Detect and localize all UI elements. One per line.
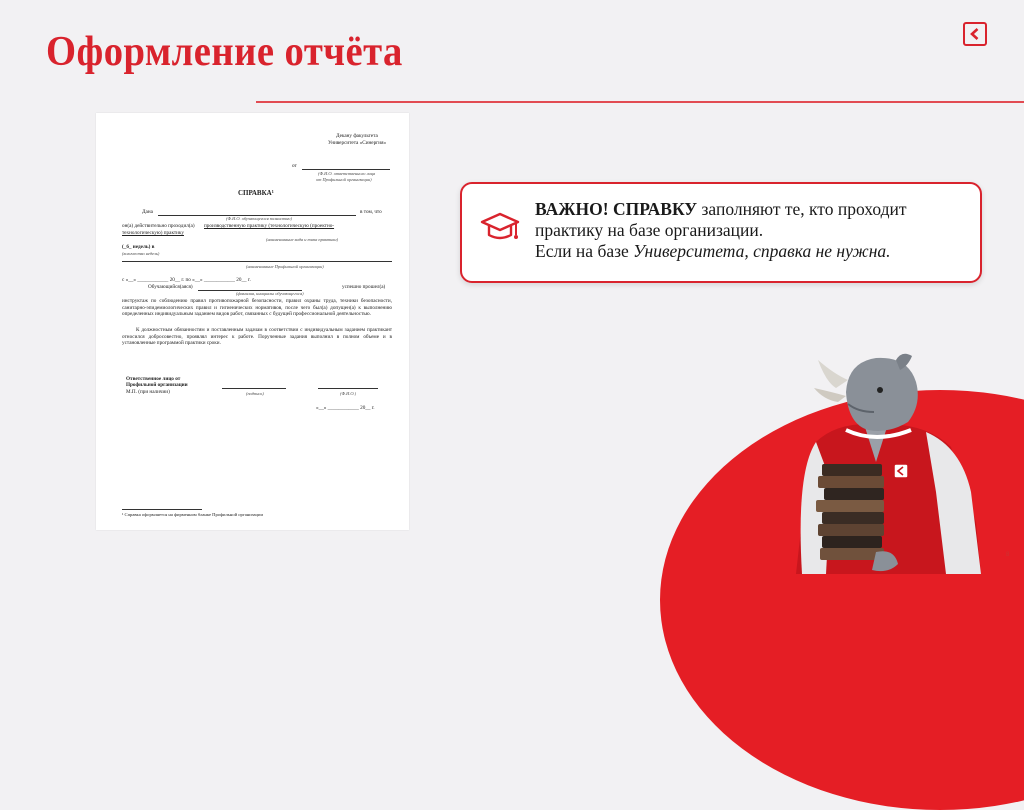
doc-student-line: Обучающийся(аяся) <box>148 284 193 290</box>
doc-weeks-hint: (количество недель) <box>122 251 160 256</box>
doc-line1-underlined: производственную практику (технологическую (проектно- <box>204 223 335 229</box>
notice-bold: ВАЖНО! СПРАВКУ <box>535 199 698 219</box>
page-title: Оформление отчёта <box>46 29 403 75</box>
doc-student-hint: (Ф.И.О. обучающегося полностью) <box>226 216 292 221</box>
doc-from-hint-2: от Профильной организации) <box>316 177 372 182</box>
doc-line2: технологическую) практику <box>122 230 184 236</box>
doc-org-hint: (наименование Профильной организации) <box>246 264 324 269</box>
doc-footnote: ¹ Справка оформляется на фирменном бланке Профильной организации <box>122 512 263 517</box>
rhino-mascot-illustration <box>776 352 996 574</box>
notice-text <box>535 199 965 262</box>
doc-heading: СПРАВКА¹ <box>238 189 274 197</box>
doc-dates: с «__» ____________ 20__ г. по «__» ____________ 20__ г. <box>122 277 251 283</box>
university-logo-icon[interactable] <box>963 22 987 46</box>
notice-text-2: Если на базе <box>535 241 634 261</box>
doc-paragraph-2: К должностным обязанностям и поставленным задачам в соответствии с индивидуальным заданием практикант относился добросовестно, проявлял интерес к работе. Порученные задания выполнил в полном объеме и в установленные программой практики сроки. <box>122 327 392 346</box>
doc-passed: успешно прошел(а) <box>342 284 386 290</box>
doc-from-hint-1: (Ф.И.О. ответственного лица <box>318 171 376 176</box>
doc-practice-hint: (наименование вида и типа практики) <box>266 237 339 242</box>
doc-student-name-hint: (фамилия, инициалы обучающегося) <box>236 291 304 296</box>
important-notice-card <box>460 182 982 283</box>
doc-given: Дана <box>142 209 153 215</box>
doc-line1: он(а) действительно проходил(а) <box>122 223 195 229</box>
graduation-cap-icon <box>478 208 522 248</box>
doc-stamp: М.П. (при наличии) <box>126 389 170 395</box>
doc-from: от <box>292 163 297 169</box>
notice-italic: Университета, справка не нужна. <box>633 241 891 261</box>
doc-given-tail: в том, что <box>360 209 382 215</box>
doc-weeks: (_6_ недель) в <box>122 244 155 250</box>
doc-date-line: «__» ____________ 20__ г. <box>316 405 375 411</box>
doc-responsible-1: Ответственное лицо от <box>126 376 181 382</box>
doc-responsible-2: Профильной организации <box>126 382 188 388</box>
title-divider <box>256 101 1024 103</box>
reference-document <box>96 113 409 530</box>
doc-name-hint: (Ф.И.О.) <box>340 391 357 396</box>
notice-text-1: заполняют те, кто проходит практику на базе организации. <box>535 199 907 240</box>
doc-paragraph-1: инструктаж по соблюдению правил противопожарной безопасности, правил охраны труда, техники безопасности, санитарно-эпидемиологических правил и гигиенических нормативов, после чего был(а) допущен(а) к выполнению определенных индивидуальным заданием видов работ, связанных с будущей профессиональной деятельностью. <box>122 298 392 317</box>
doc-addressee-2: Университета «Синергия» <box>328 140 387 146</box>
doc-addressee-1: Декану факультета <box>336 133 378 139</box>
page-number: 8 <box>1006 552 1010 558</box>
doc-sign-hint: (подпись) <box>246 391 264 396</box>
